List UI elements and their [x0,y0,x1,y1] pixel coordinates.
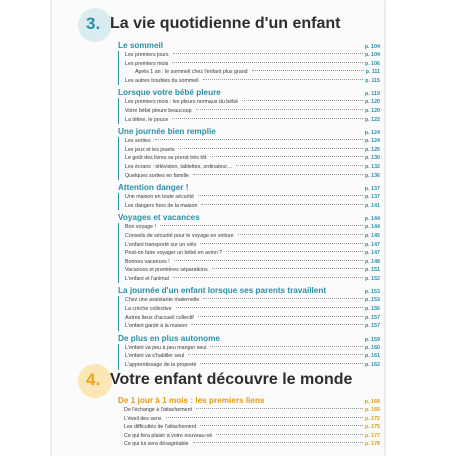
section-page: p. 119 [365,91,380,98]
toc-entry[interactable] [119,352,380,361]
entry-label: Ce qui fera plaisir à votre nouveau-né [124,432,213,439]
dot-leader [203,79,364,80]
section-title: La journée d'un enfant lorsque ses parents travaillent [118,286,327,296]
toc-entry[interactable] [119,98,380,107]
entry-page: p. 132 [364,163,380,170]
dot-leader [193,442,363,443]
entry-page: p. 156 [364,306,380,313]
dot-leader [193,174,363,175]
dot-leader [173,277,363,278]
toc-entry[interactable] [118,415,380,424]
section-heading[interactable] [118,87,380,98]
entry-label: L'enfant va peu à peu manger seul [125,344,207,351]
dot-leader [236,165,363,166]
toc-entry[interactable] [119,241,380,250]
entry-page: p. 151 [364,267,380,274]
entry-page: p. 136 [364,172,380,179]
entry-page: p. 124 [364,138,380,145]
toc-entry[interactable] [119,202,380,211]
entry-label: Peut-on faire voyager un bébé en avion ? [125,250,223,257]
dot-leader [212,268,363,269]
entry-page: p. 111 [365,69,380,76]
section-page: p. 124 [364,130,380,137]
toc-entry[interactable] [119,68,380,77]
entry-page: p. 162 [364,362,380,369]
section-heading[interactable] [118,395,380,406]
toc-entry[interactable] [119,275,380,284]
entry-label: Bon voyage ! [125,224,156,231]
toc-entry[interactable] [118,440,380,449]
entry-page: p. 120 [364,99,380,106]
toc-entry[interactable] [119,51,380,60]
toc-entry[interactable] [119,172,380,181]
section-page: p. 153 [364,289,380,296]
section-page: p. 104 [364,44,380,50]
section-title: Lorsque votre bébé pleure [118,88,221,98]
toc-entry[interactable] [119,266,380,275]
entry-label: Les autres troubles du sommeil [125,77,199,84]
entry-page: p. 120 [364,107,380,114]
entry-label: L'enfant gardé à la maison [125,323,188,330]
entry-label: Quelques sorties en famille [125,172,189,179]
section-title: Attention danger ! [118,183,189,193]
dot-leader [191,324,363,325]
section-title: De plus en plus autonome [118,333,220,343]
toc-section [118,285,380,330]
dot-leader [200,243,363,244]
toc-section [118,182,380,210]
dot-leader [203,298,363,299]
toc-entry[interactable] [119,232,380,241]
entry-page: p. 144 [364,224,380,231]
entry-label: Les premiers mois : les pleurs normaux du bébé [125,99,239,106]
entry-label: Chez une assistante maternelle [125,297,200,304]
toc-entry[interactable] [118,432,380,441]
entry-page: p. 147 [364,241,380,248]
dot-leader [188,354,363,355]
entry-label: Le goût des livres se prend très tôt [125,155,207,162]
toc-entry[interactable] [119,344,380,353]
toc-entry[interactable] [118,406,380,415]
entry-label: Après 1 an : le sommeil chez l'enfant plus grand [135,69,248,76]
toc-entry[interactable] [119,314,380,323]
chapter-number: 4. [86,370,101,389]
entry-group [118,51,380,85]
section-heading[interactable] [118,285,380,296]
section-heading[interactable] [118,40,380,51]
section-heading[interactable] [118,182,380,193]
entry-label: La tétine, le pouce [125,116,169,123]
entry-page: p. 153 [364,297,380,304]
toc-section [118,40,380,85]
entry-page: p. 106 [364,60,380,67]
entry-page: p. 115 [365,77,380,84]
entry-label: Les difficultés de l'attachement [124,424,197,431]
toc-entry[interactable] [118,423,380,432]
entry-page: p. 148 [364,258,380,265]
entry-label: Vacances et premières séparations [125,267,208,274]
book-page [52,0,384,456]
dot-leader [176,307,363,308]
toc-entry[interactable] [119,137,380,146]
toc-section [118,395,380,449]
entry-label: Une maison en toute sécurité [125,194,194,201]
chapter-4-heading [52,362,384,398]
toc-entry[interactable] [119,60,380,69]
entry-page: p. 160 [364,344,380,351]
entry-page: p. 137 [364,194,380,201]
entry-page: p. 175 [364,424,380,431]
section-page: p. 144 [364,216,380,223]
section-title: Le sommeil [118,41,164,50]
toc-entry[interactable] [119,146,380,155]
entry-label: Bonnes vacances ! [125,258,170,265]
entry-page: p. 157 [364,314,380,321]
dot-leader [242,100,363,101]
dot-leader [172,118,363,119]
chapter-title: La vie quotidienne d'un enfant [110,15,341,32]
chapter-3-contents [118,40,380,372]
entry-label: La crèche collective [125,306,172,313]
dot-leader [198,316,363,317]
toc-entry[interactable] [119,116,380,125]
dot-leader [196,408,363,409]
section-page: p. 159 [364,336,380,343]
dot-leader [160,225,363,226]
dot-leader [252,70,364,71]
dot-leader [238,234,363,235]
entry-label: Les premiers mois [125,60,169,67]
dot-leader [155,139,363,140]
dot-leader [226,251,363,252]
toc-section [118,87,380,124]
entry-page: p. 157 [364,323,380,330]
entry-page: p. 152 [364,275,380,282]
entry-page: p. 177 [364,432,380,439]
toc-entry[interactable] [119,163,380,172]
chapter-3-heading [52,6,384,42]
chapter-4-contents [118,395,380,451]
dot-leader [166,417,363,418]
dot-leader [172,62,363,63]
entry-label: Les dangers hors de la maison [125,202,198,209]
entry-group [118,406,380,449]
entry-label: De l'échange à l'attachement [124,407,192,413]
entry-label: L'enfant transporté sur un vélo [125,241,197,248]
toc-entry[interactable] [119,193,380,202]
section-heading[interactable] [118,333,380,344]
entry-label: L'enfant va s'habiller seul [125,353,185,360]
entry-label: L'apprentissage de la propreté [125,362,197,369]
toc-entry[interactable] [119,322,380,331]
entry-label: Les premiers jours [125,52,169,58]
toc-section [118,126,380,180]
entry-page: p. 169 [364,407,380,413]
entry-page: p. 178 [364,441,380,448]
section-page: p. 168 [364,399,380,405]
dot-leader [196,109,363,110]
entry-page: p. 172 [364,415,380,422]
entry-label: Les jeux et les jouets [125,146,175,153]
dot-leader [173,53,363,54]
dot-leader [200,425,363,426]
entry-label: Les écrans : télévision, tablettes, ordinateur… [125,163,233,170]
toc-section [118,212,380,283]
section-heading[interactable] [118,212,380,223]
dot-leader [201,204,363,205]
toc-entry[interactable] [119,305,380,314]
entry-page: p. 145 [364,232,380,239]
dot-leader [210,156,363,157]
entry-page: p. 141 [364,202,380,209]
toc-entry[interactable] [119,154,380,163]
section-title: De 1 jour à 1 mois : les premiers liens [118,396,265,405]
chapter-number: 3. [86,14,101,33]
section-heading[interactable] [118,126,380,137]
chapter-title: Votre enfant découvre le monde [110,371,353,388]
dot-leader [210,346,363,347]
entry-group [118,223,380,283]
section-title: Une journée bien remplie [118,127,216,137]
dot-leader [216,434,363,435]
entry-page: p. 161 [364,353,380,360]
entry-label: Ce qui lui sera désagréable [124,441,189,448]
dot-leader [198,195,363,196]
entry-group [118,296,380,330]
entry-page: p. 104 [364,52,380,58]
entry-label: L'enfant et l'animal [125,275,169,282]
entry-label: Votre bébé pleure beaucoup [125,107,192,114]
entry-page: p. 147 [364,250,380,257]
section-page: p. 137 [364,186,380,193]
toc-entry[interactable] [119,107,380,116]
section-title: Voyages et vacances [118,213,200,223]
dot-leader [174,260,363,261]
entry-page: p. 125 [364,146,380,153]
entry-page: p. 130 [364,155,380,162]
entry-group [118,98,380,124]
entry-label: Conseils de sécurité pour le voyage en voiture [125,232,234,239]
entry-label: Autres lieux d'accueil collectif [125,314,194,321]
dot-leader [178,148,363,149]
toc-entry[interactable] [119,296,380,305]
entry-group [118,137,380,180]
toc-entry[interactable] [119,77,380,86]
entry-group [118,193,380,210]
toc-entry[interactable] [119,223,380,232]
entry-label: L'éveil des sens [124,415,162,422]
entry-label: Les sorties [125,138,151,145]
toc-entry[interactable] [119,258,380,267]
entry-page: p. 122 [364,116,380,123]
toc-entry[interactable] [119,249,380,258]
